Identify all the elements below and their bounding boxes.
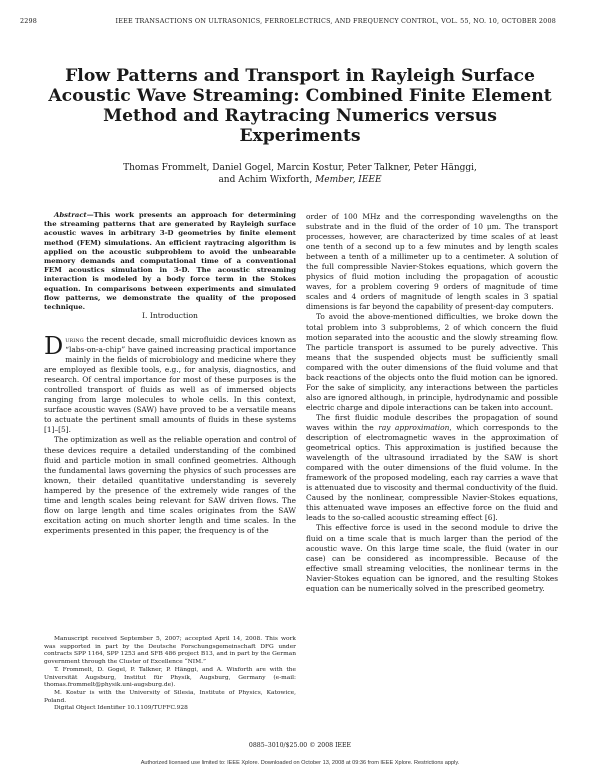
intro-paragraph-2: The optimization as well as the reliable operation and control of these devices require a detailed understanding of the combined fluid and particle motion in small confined geometries. Although the fundamental laws governing the physics of such processes are known, their detailed quantitative understanding is severely hampered by the presence of the extremely wide ranges of the time and length scales being relevant for SAW driven flows. The flow on large length and time scales originates from the SAW excitation acting on much shorter length and time scales. In the experiments presented in this paper, the frequency is of the bbox=[44, 435, 296, 535]
abstract bbox=[44, 211, 296, 312]
footnote-affiliation-silesia: M. Kostur is with the University of Silesia, Institute of Physics, Katowice, Poland. bbox=[44, 689, 296, 704]
right-paragraph-3-a: The first fluidic module describes the propagation of sound waves within the bbox=[306, 412, 558, 432]
author-line-1: Thomas Frommelt, Daniel Gogel, Marcin Kostur, Peter Talkner, Peter Hänggi, bbox=[123, 163, 477, 173]
authorized-use-notice: Authorized licensed use limited to: IEEE Xplore. Downloaded on October 13, 2008 at 09:36 from IEEE Xplore. Restrictions apply. bbox=[140, 760, 460, 766]
footnote-doi: Digital Object Identifier 10.1109/TUFFC.928 bbox=[54, 705, 188, 712]
footnotes bbox=[44, 636, 296, 713]
copyright-line: 0885–3010/$25.00 © 2008 IEEE bbox=[248, 742, 352, 749]
intro-paragraph-1-text: the recent decade, small microfluidic devices known as “labs-on-a-chip” have gained increasing practical importance mainly in the fields of microbiology and medicine where they are employed as flexible tools, e.g., for analysis, diagnostics, and research. Of central importance for most of these purposes is the controlled transport of fluids as well as of immersed objects ranging from large molecules to whole cells. In this context, surface acoustic waves (SAW) have proved to be a versatile means to actuate the pertinent small amounts of fluids in these systems [1]–[5]. bbox=[44, 335, 296, 435]
right-column-body bbox=[306, 212, 558, 594]
drop-cap: D bbox=[44, 332, 64, 360]
right-paragraph-3 bbox=[306, 413, 558, 524]
right-paragraph-1: order of 100 MHz and the corresponding wavelengths on the substrate and in the fluid of the order of 10 μm. The transport processes, however, are characterized by time scales of at least one tenth of a second up to a few minutes and by length scales between a tenth of a millimeter up to a centimeter. A solution of the full compressible Navier-Stokes equations, which govern the physics of fluid motion including the propagation of acoustic waves, for a problem covering 9 orders of magnitude of time scales and 4 orders of magnitude of length scales in 3 spatial dimensions is far beyond the capability of present-day computers. bbox=[306, 212, 558, 312]
journal-title: IEEE TRANSACTIONS ON ULTRASONICS, FERROELECTRICS, AND FREQUENCY CONTROL, VOL. 55, NO. 10, OCTOBER 2008 bbox=[115, 17, 556, 25]
abstract-text: —This work presents an approach for determining the streaming patterns that are generated by Rayleigh surface acoustic waves in arbitrary 3-D geometries by finite element method (FEM) simulations. An efficient raytracing algorithm is applied on the acoustic subproblem to avoid the unbearable memory demands and computational time of a conventional FEM acoustics simulation in 3-D. The acoustic streaming interaction is modeled by a body force term in the Stokes equation. In comparisons between experiments and simulated flow patterns, we demonstrate the quality of the proposed technique. bbox=[44, 211, 296, 312]
ray-approximation-term: ray approximation bbox=[378, 422, 450, 432]
member-designation: Member, IEEE bbox=[315, 175, 382, 185]
author-line-2-names: and Achim Wixforth, bbox=[218, 175, 313, 185]
right-paragraph-2: To avoid the above-mentioned difficulties, we broke down the total problem into 3 subproblems, 2 of which concern the fluid motion separated into the acoustic and the slowly streaming flow. The particle transport is assumed to be purely advective. This means that the suspended objects must be sufficiently small compared with the outer dimensions of the fluid volume and that back reactions of the objects onto the fluid motion can be ignored. For the sake of simplicity, any interactions between the particles also are ignored although, in principle, hydrodynamic and possible electric charge and dipole interactions can be taken into account. bbox=[306, 312, 558, 412]
lead-word: uring bbox=[65, 335, 84, 344]
section-heading: I. Introduction bbox=[142, 311, 198, 320]
right-paragraph-3-b: , which corresponds to the description of electromagnetic waves in the approximation of geometrical optics. This approximation is justified because the wavelength of the ultrasound irradiated by the SAW is short compared with the outer dimensions of the fluid volume. In the framework of the proposed modeling, each ray carries a wave that is attenuated due to viscosity and thermal conductivity of the fluid. Caused by the nonlinear, compressible Navier-Stokes equations, this attenuated wave imposes an effective force on the fluid and leads to the so-called acoustic streaming effect [6]. bbox=[306, 422, 558, 523]
right-paragraph-4: This effective force is used in the second module to drive the fluid on a time scale that is much larger than the period of the acoustic wave. On this large time scale, the fluid (water in our case) can be considered as incompressible. Because of the effective small streaming velocities, the nonlinear terms in the Navier-Stokes equation can be ignored, and the resulting Stokes equation can be numerically solved in the prescribed geometry. bbox=[306, 523, 558, 593]
abstract-label: Abstract bbox=[54, 211, 87, 219]
paper-title: Flow Patterns and Transport in Rayleigh Surface Acoustic Wave Streaming: Combined Finite Element Method and Raytracing Numerics versus Experiments bbox=[48, 66, 552, 146]
page-number: 2298 bbox=[20, 17, 38, 25]
author-list bbox=[110, 162, 490, 186]
intro-paragraph-1 bbox=[44, 332, 296, 435]
footnote-affiliation-augsburg: T. Frommelt, D. Gogel, P. Talkner, P. Hänggi, and A. Wixforth are with the Universität Augsburg, Institut für Physik, Augsburg, Germany (e-mail: thomas.frommelt@physik.uni-augsburg.de). bbox=[44, 666, 296, 689]
left-column-body bbox=[44, 332, 296, 536]
footnote-manuscript: Manuscript received September 5, 2007; accepted April 14, 2008. This work was supported in part by the Deutsche Forschungsgemeinschaft DFG under contracts SPP 1164, SPP 1253 and SFB 486 project B13, and in part by the German government through the Cluster of Excellence “NIM.” bbox=[44, 636, 296, 666]
author-line-2 bbox=[110, 174, 490, 186]
